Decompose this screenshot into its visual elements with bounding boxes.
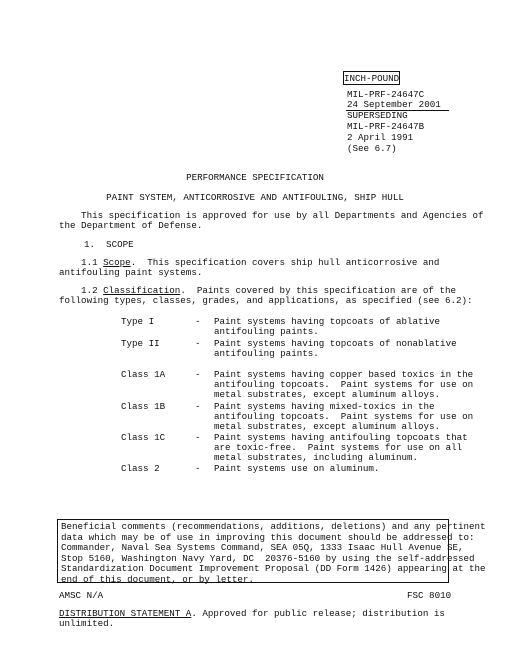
- fsc-label: FSC 8010: [407, 590, 452, 601]
- class-name: Class 1A: [121, 369, 166, 380]
- distribution-statement-line-2: unlimited.: [59, 618, 115, 629]
- paragraph-1-2-line-2: following types, classes, grades, and applications, as specified (see 6.2):: [59, 295, 473, 306]
- class-desc-line: antifouling paints.: [214, 326, 319, 337]
- class-name: Type II: [121, 338, 160, 349]
- class-dash: -: [195, 369, 201, 380]
- class-desc-line: Paint systems use on aluminum.: [214, 463, 380, 474]
- paragraph-heading: Classification: [103, 285, 181, 296]
- comments-notice-box: [57, 519, 486, 585]
- class-desc-line: metal substrates, including aluminum.: [214, 452, 418, 463]
- class-desc-line: metal substrates, except aluminum alloys.: [214, 389, 441, 400]
- class-desc-line: are toxic-free. Paint systems for use on all: [214, 442, 463, 453]
- class-desc-line: Paint systems having topcoats of nonablative: [214, 338, 457, 349]
- class-dash: -: [195, 463, 201, 474]
- approval-line-1: This specification is approved for use by all Departments and Agencies of: [59, 210, 484, 221]
- document-number: MIL-PRF-24647C: [347, 89, 425, 100]
- class-desc-line: metal substrates, except aluminum alloys.: [214, 421, 441, 432]
- superseding-label: SUPERSEDING: [347, 110, 408, 121]
- class-desc-line: Paint systems having mixed-toxics in the: [214, 401, 435, 412]
- inch-pound-label: INCH-POUND: [344, 73, 400, 84]
- document-title: PERFORMANCE SPECIFICATION: [186, 172, 324, 183]
- class-desc-line: antifouling topcoats. Paint systems for use on: [214, 411, 474, 422]
- class-dash: -: [195, 401, 201, 412]
- distribution-text: . Approved for public release; distribution is: [191, 608, 445, 619]
- superseded-number: MIL-PRF-24647B: [347, 121, 425, 132]
- document-date: 24 September 2001: [347, 99, 441, 110]
- paragraph-number: 1.2: [59, 285, 104, 296]
- approval-line-2: the Department of Defense.: [59, 220, 203, 231]
- class-name: Type I: [121, 316, 155, 327]
- class-desc-line: Paint systems having antifouling topcoats that: [214, 432, 468, 443]
- notice-line: Beneficial comments (recommendations, additions, deletions) and any pertinent: [61, 521, 486, 532]
- paragraph-text: . This specification covers ship hull anticorrosive and: [130, 257, 440, 268]
- paragraph-text: . Paints covered by this specification are of the: [180, 285, 456, 296]
- section-heading-scope: 1. SCOPE: [84, 239, 134, 250]
- distribution-heading: DISTRIBUTION STATEMENT A: [59, 608, 192, 619]
- notice-line: end of this document, or by letter.: [61, 573, 254, 585]
- class-name: Class 1B: [121, 401, 166, 412]
- class-desc-line: antifouling topcoats. Paint systems for use on: [214, 379, 474, 390]
- class-name: Class 2: [121, 463, 160, 474]
- notice-line: Commander, Naval Sea Systems Command, SEA 05Q, 1333 Isaac Hull Avenue SE,: [61, 542, 464, 553]
- class-dash: -: [195, 432, 201, 443]
- class-desc-line: Paint systems having topcoats of ablative: [214, 316, 441, 327]
- document-subtitle: PAINT SYSTEM, ANTICORROSIVE AND ANTIFOULING, SHIP HULL: [106, 192, 404, 203]
- class-desc-line: antifouling paints.: [214, 348, 319, 359]
- notice-line: Standardization Document Improvement Proposal (DD Form 1426) appearing at the: [61, 563, 486, 574]
- amsc-label: AMSC N/A: [59, 590, 104, 601]
- class-name: Class 1C: [121, 432, 166, 443]
- notice-line: data which may be of use in improving this document should be addressed to:: [61, 531, 475, 543]
- notice-line: Stop 5160, Washington Navy Yard, DC 20376-5160 by using the self-addressed: [61, 552, 475, 564]
- see-note: (See 6.7): [347, 143, 397, 154]
- class-dash: -: [195, 338, 201, 349]
- distribution-statement-line-1: [59, 609, 459, 620]
- paragraph-1-1-line-2: antifouling paint systems.: [59, 267, 203, 278]
- paragraph-heading: Scope: [103, 257, 131, 268]
- class-desc-line: Paint systems having copper based toxics in the: [214, 369, 474, 380]
- class-dash: -: [195, 316, 201, 327]
- paragraph-number: 1.1: [59, 257, 104, 268]
- superseded-date: 2 April 1991: [347, 132, 414, 143]
